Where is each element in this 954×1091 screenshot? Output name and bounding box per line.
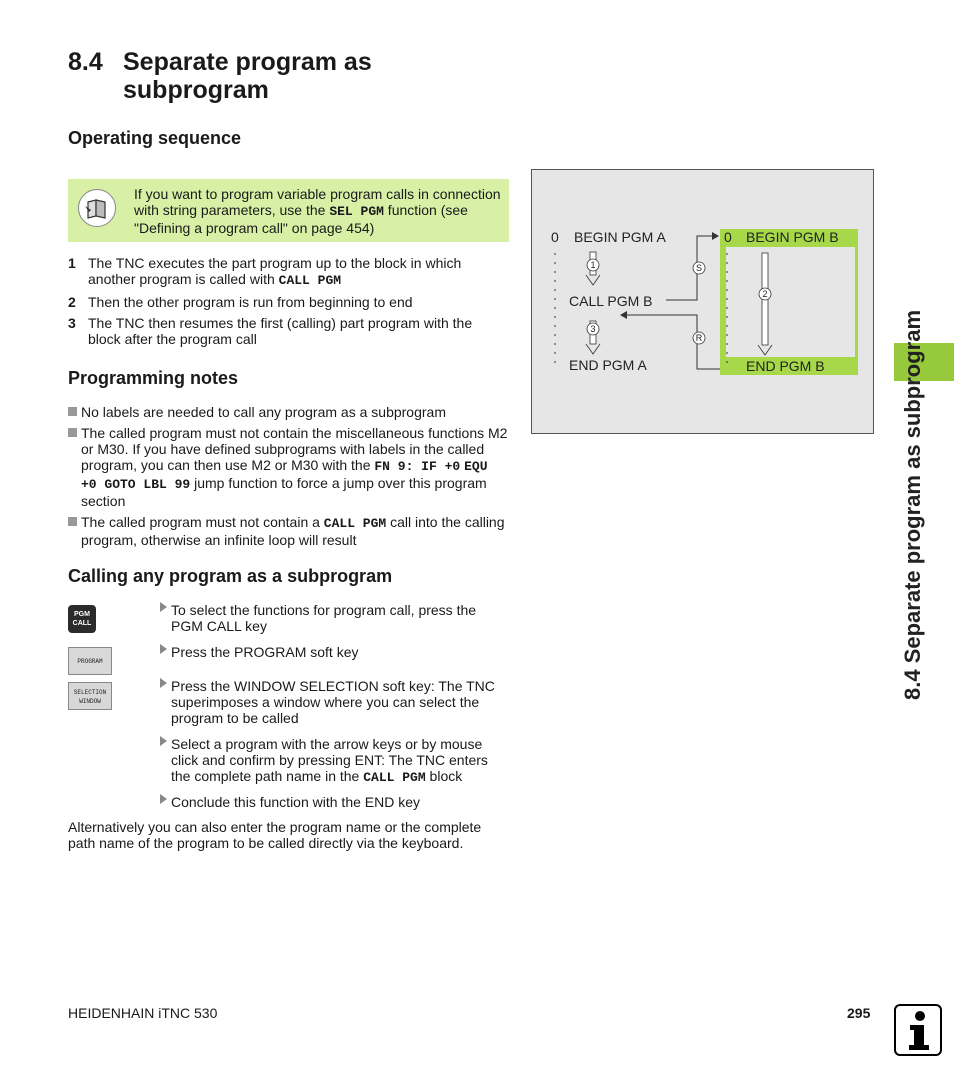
marker-2-label: 2 bbox=[762, 289, 768, 299]
step-list bbox=[68, 255, 508, 347]
arrow-icon bbox=[160, 678, 167, 688]
bullet-icon bbox=[68, 428, 77, 437]
info-icon bbox=[894, 1004, 942, 1056]
note-text-part: function (see "Defining a program call" on page 454) bbox=[134, 202, 468, 236]
step-text: The TNC then resumes the first (calling) part program with the block after the program call bbox=[88, 315, 473, 347]
note-text bbox=[134, 186, 504, 236]
title-line2: subprogram bbox=[123, 76, 269, 104]
b-end-label: END PGM B bbox=[746, 358, 825, 374]
list-item bbox=[68, 294, 508, 310]
list-item bbox=[68, 404, 510, 420]
return-arrowhead bbox=[620, 311, 627, 319]
marker-s-label: S bbox=[695, 263, 703, 273]
list-item bbox=[68, 425, 510, 509]
list-item bbox=[68, 255, 508, 289]
section-number: 8.4 bbox=[68, 48, 103, 76]
page-title bbox=[68, 48, 372, 104]
selection-window-softkey[interactable] bbox=[68, 682, 112, 710]
instruction bbox=[160, 678, 505, 726]
call-arrowhead bbox=[712, 232, 719, 240]
arrow-icon bbox=[160, 794, 167, 804]
title-line1: Separate program as bbox=[123, 48, 372, 76]
step-number: 2 bbox=[68, 294, 76, 310]
instruction bbox=[160, 644, 505, 660]
arrow-3-head bbox=[586, 344, 600, 354]
marker-3-label: 3 bbox=[590, 324, 596, 334]
program-b-inner bbox=[726, 247, 855, 357]
bullet-icon bbox=[68, 517, 77, 526]
note-text-part: jump function to force a jump over this program section bbox=[81, 475, 487, 509]
marker-1-label: 1 bbox=[590, 260, 596, 270]
note-text-part: call into the calling program, otherwise an infinite loop will result bbox=[81, 514, 505, 548]
b-zero-label: 0 bbox=[724, 229, 732, 245]
arrow-1-head bbox=[586, 275, 600, 285]
arrow-icon bbox=[160, 644, 167, 654]
footer-left: HEIDENHAIN iTNC 530 bbox=[68, 1005, 218, 1021]
instruction-text: To select the functions for program call, press the PGM CALL key bbox=[171, 602, 477, 634]
closing-paragraph: Alternatively you can also enter the program name or the complete path name of the program to be called directly via the keyboard. bbox=[68, 819, 482, 851]
softkey-label: PROGRAM bbox=[77, 658, 103, 665]
arrow-icon bbox=[160, 736, 167, 746]
step-text: Then the other program is run from beginning to end bbox=[88, 294, 413, 310]
instruction-text-part: Select a program with the arrow keys or by mouse click and confirm by pressing ENT: The TNC enters the complete path name in the bbox=[171, 736, 488, 784]
a-call-label: CALL PGM B bbox=[569, 293, 653, 309]
instruction-text: Press the PROGRAM soft key bbox=[171, 644, 359, 660]
note-text-part: The called program must not contain a bbox=[81, 514, 324, 530]
heading-operating-sequence: Operating sequence bbox=[68, 128, 242, 148]
side-tab-text: 8.4 Separate program as subprogram bbox=[900, 309, 925, 700]
a-begin-label: BEGIN PGM A bbox=[574, 229, 666, 245]
note-item-text bbox=[81, 514, 510, 548]
step-number: 3 bbox=[68, 315, 76, 331]
marker-r-label: R bbox=[695, 333, 703, 343]
step-text-part: The TNC executes the part program up to the block in which another program is called with bbox=[88, 255, 462, 287]
note-item-text bbox=[81, 425, 510, 509]
instruction-code: CALL PGM bbox=[363, 770, 426, 785]
note-code: EQU +0 GOTO LBL 99 bbox=[81, 459, 488, 492]
a-end-label: END PGM A bbox=[569, 357, 647, 373]
note-code: FN 9: IF +0 bbox=[374, 459, 461, 474]
list-item bbox=[68, 514, 510, 548]
b-begin-label: BEGIN PGM B bbox=[746, 229, 839, 245]
instruction-text: Conclude this function with the END key bbox=[171, 794, 421, 810]
page-number: 295 bbox=[847, 1005, 871, 1021]
instruction-text: Press the WINDOW SELECTION soft key: The TNC superimposes a window where you can select the program to be called bbox=[171, 678, 495, 726]
note-text-part: The called program must not contain the miscellaneous functions M2 or M30. If you have defined subprograms with labels in the called program, you can then use M2 or M30 with the bbox=[81, 425, 508, 473]
note-text-part: If you want to program variable program calls in connection with string parameters, use the bbox=[134, 186, 501, 218]
note-code: CALL PGM bbox=[323, 516, 387, 531]
softkey-label: WINDOW bbox=[79, 698, 101, 705]
heading-calling-program: Calling any program as a subprogram bbox=[68, 566, 393, 586]
instruction-text-part: block bbox=[425, 768, 463, 784]
book-pointer-icon bbox=[78, 189, 116, 227]
bullet-icon bbox=[68, 407, 77, 416]
pgm-call-key[interactable] bbox=[68, 605, 96, 633]
program-softkey[interactable] bbox=[68, 647, 112, 675]
instruction bbox=[160, 602, 505, 634]
instruction bbox=[160, 794, 505, 810]
instruction bbox=[160, 736, 505, 786]
note-code: SEL PGM bbox=[329, 204, 384, 219]
program-call-diagram bbox=[531, 169, 874, 434]
notes-list bbox=[68, 404, 510, 548]
arrow-icon bbox=[160, 602, 167, 612]
key-label: PGM bbox=[74, 611, 90, 618]
call-connector bbox=[666, 236, 713, 300]
step-text bbox=[88, 255, 508, 289]
list-item bbox=[68, 315, 508, 347]
key-label: CALL bbox=[72, 620, 92, 627]
heading-programming-notes: Programming notes bbox=[68, 368, 239, 388]
softkey-label: SELECTION bbox=[73, 689, 107, 696]
instruction-text bbox=[171, 736, 505, 786]
step-number: 1 bbox=[68, 255, 76, 271]
a-zero-label: 0 bbox=[551, 229, 559, 245]
note-item-text: No labels are needed to call any program as a subprogram bbox=[81, 404, 446, 420]
step-code: CALL PGM bbox=[278, 273, 342, 288]
